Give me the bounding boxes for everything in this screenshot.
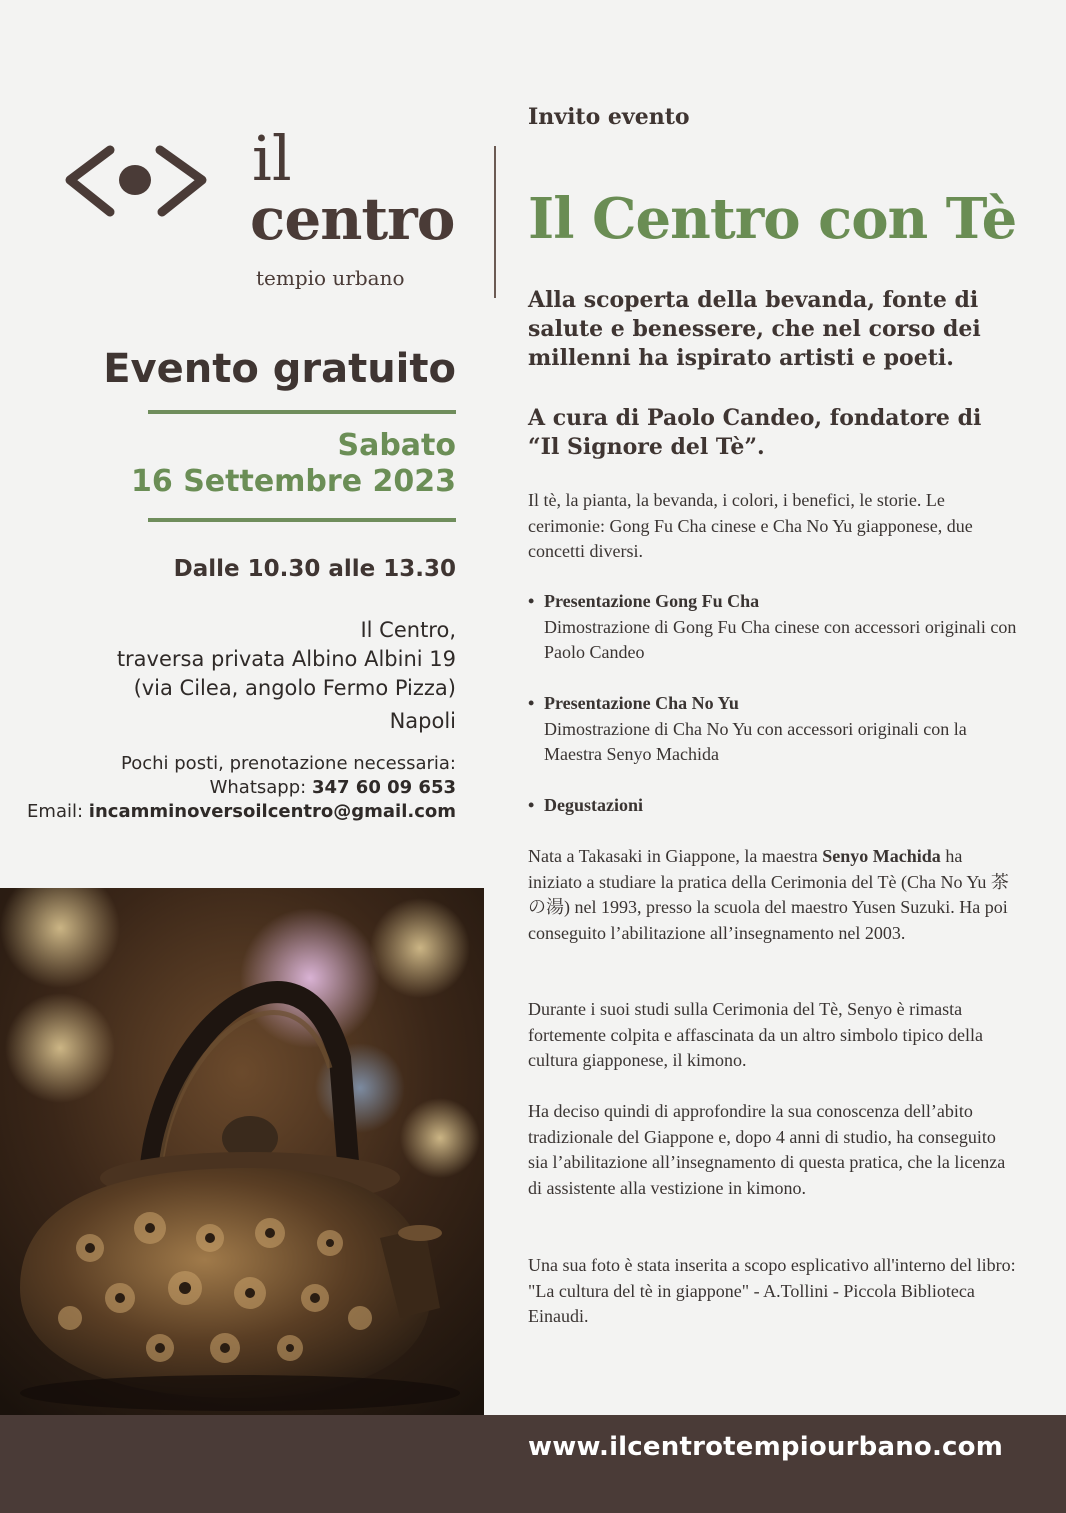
list-item (528, 691, 1018, 768)
address-line: (via Cilea, angolo Fermo Pizza) (133, 676, 456, 700)
footer-bar (0, 1415, 1066, 1513)
booking-note: Pochi posti, prenotazione necessaria: (121, 753, 456, 774)
website-link[interactable]: www.ilcentrotempiourbano.com (528, 1432, 1004, 1462)
email-link[interactable]: incamminoversoilcentro@gmail.com (88, 801, 456, 822)
logo-word-il: il (252, 122, 292, 195)
event-hours: Dalle 10.30 alle 13.30 (173, 556, 456, 582)
logo-subtitle: tempio urbano (256, 266, 405, 290)
logo-word-centro: centro (250, 185, 455, 253)
teapot-photo (0, 888, 484, 1415)
divider (494, 146, 496, 298)
curator-text: A cura di Paolo Candeo, fondatore di “Il Signore del Tè”. (528, 405, 982, 460)
divider (148, 518, 456, 522)
divider (148, 410, 456, 414)
address-city: Napoli (389, 709, 456, 733)
whatsapp-line (210, 776, 456, 800)
address-line: Il Centro, (360, 618, 456, 642)
list-item-text: Dimostrazione di Gong Fu Cha cinese con accessori originali con Paolo Candeo (544, 616, 1017, 662)
event-day: Sabato (337, 428, 456, 463)
list-item-text: Dimostrazione di Cha No Yu con accessori originali con la Maestra Senyo Machida (544, 718, 967, 764)
event-date: 16 Settembre 2023 (131, 464, 456, 499)
address-line: traversa privata Albino Albini 19 (116, 647, 456, 671)
event-type: Evento gratuito (103, 346, 456, 392)
bio-text: ha iniziato a studiare la pratica della Cerimonia del Tè (Cha No Yu 茶の湯) nel 1993, presso la scuola del maestro Yusen Suzuki. Ha poi conseguito l’abilitazione all’insegnamento nel 2003. (528, 846, 1009, 943)
teacher-name: Senyo Machida (822, 846, 941, 866)
whatsapp-label: Whatsapp: (209, 777, 307, 798)
bio-text: Una sua foto è stata inserita a scopo esplicativo all'interno del libro: (528, 1255, 1016, 1275)
list-item-title: Degustazioni (544, 795, 643, 815)
lead-text: Alla scoperta della bevanda, fonte di salute e benessere, che nel corso dei millenni ha ispirato artisti e poeti. (528, 287, 981, 371)
invitation-label: Invito evento (528, 104, 690, 130)
list-item-title: Presentazione Gong Fu Cha (544, 591, 760, 611)
bullet-icon: • (528, 693, 535, 713)
email-label: Email: (27, 801, 84, 822)
page-title: Il Centro con Tè (528, 186, 1017, 252)
book-reference: "La cultura del tè in giappone" - A.Tollini - Piccola Biblioteca Einaudi. (528, 1280, 975, 1326)
list-item (528, 793, 1018, 819)
intro-text: Il tè, la pianta, la bevanda, i colori, i benefici, le storie. Le cerimonie: Gong Fu Cha cinese e Cha No Yu giapponese, due concetti diversi. (528, 490, 973, 561)
bio-text: Nata a Takasaki in Giappone, la maestra (528, 846, 823, 866)
whatsapp-number[interactable]: 347 60 09 653 (311, 777, 456, 798)
list-item-title: Presentazione Cha No Yu (544, 693, 739, 713)
bio-paragraph (528, 844, 1018, 946)
bullet-icon: • (528, 795, 535, 815)
bio-paragraph: Durante i suoi studi sulla Cerimonia del Tè, Senyo è rimasta fortemente colpita e affascinata da un altro simbolo tipico della cultura giapponese, il kimono. (528, 999, 984, 1070)
bio-paragraph: Ha deciso quindi di approfondire la sua conoscenza dell’abito tradizionale del Giappone e, dopo 4 anni di studio, ha conseguito sia l’abilitazione all’insegnamento di questa pratica, che la licenza di assistente alla vestizione in kimono. (528, 1101, 1006, 1198)
bullet-icon: • (528, 591, 535, 611)
logo-eye-icon (62, 142, 212, 222)
bio-paragraph (528, 1253, 1018, 1330)
email-line (27, 800, 456, 824)
list-item (528, 589, 1018, 666)
